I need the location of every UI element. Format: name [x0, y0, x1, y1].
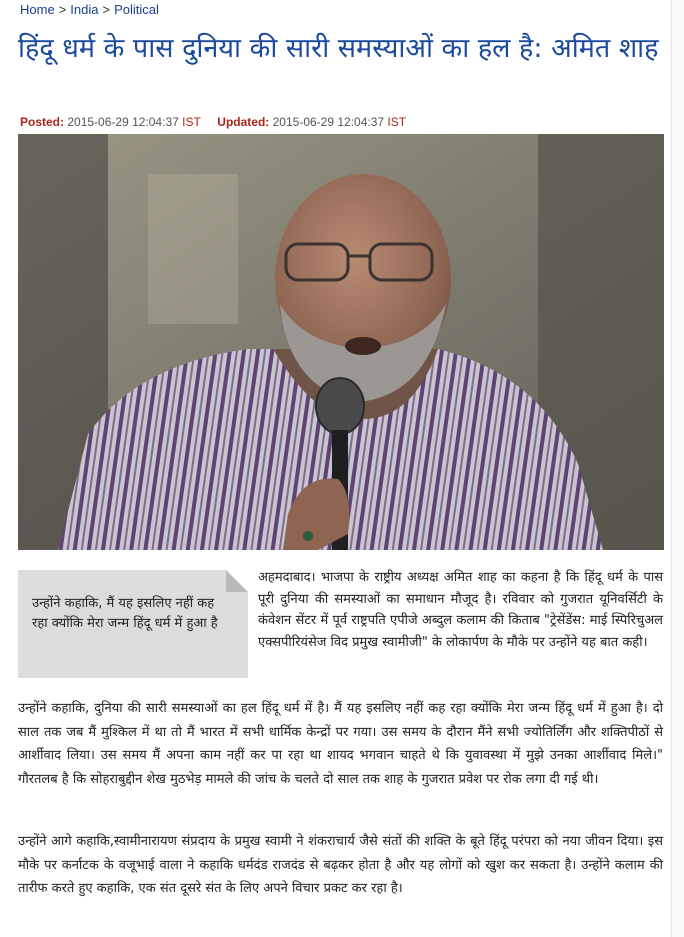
article-title: हिंदू धर्म के पास दुनिया की सारी समस्याओं का हल है: अमित शाह — [18, 33, 659, 64]
article-meta — [20, 115, 406, 129]
breadcrumb-political-link[interactable]: Political — [114, 2, 159, 17]
posted-label: Posted: — [20, 115, 65, 129]
breadcrumb-home-link[interactable]: Home — [20, 2, 55, 17]
updated-timezone: IST — [387, 115, 407, 129]
breadcrumb-india-link[interactable]: India — [70, 2, 99, 17]
posted-time: 2015-06-29 12:04:37 — [67, 115, 179, 129]
breadcrumb-separator: > — [58, 2, 67, 17]
updated-time: 2015-06-29 12:04:37 — [272, 115, 385, 129]
article-paragraph: उन्होंने आगे कहाकि,स्वामीनारायण संप्रदाय के प्रमुख स्वामी ने शंकराचार्य जैसे संतों की शक्ति के बूते हिंदू परंपरा को नया जीवन दिया। इस मौके पर कर्नाटक के वजूभाई वाला ने कहाकि धर्मदंड राजदंड से बढ़कर होता है और यह लोगों को खुश कर सकता है। उन्होंने कलाम की तारीफ करते हुए कहाकि, एक संत दूसरे संत के लिए अपने विचार प्रकट कर रहा है। — [18, 834, 663, 896]
pullquote-box — [18, 570, 248, 678]
page-scrollbar-edge[interactable] — [671, 0, 684, 937]
article-lead-paragraph: अहमदाबाद। भाजपा के राष्ट्रीय अध्यक्ष अमित शाह का कहना है कि हिंदू धर्म के पास पूरी दुनिया की समस्याओं का समाधान मौजूद है। रविवार को गुजरात यूनिवर्सिटी के कंवेशन सेंटर में पूर्व राष्ट्रपति एपीजे अब्दुल कलाम की किताब "ट्रेसेंडेंस: माई स्पिरिचुअल एक्सपीरियंसेज विद प्रमुख स्वामीजी" के लोकार्पण के मौके पर उन्होंने यह बात कही। — [258, 570, 663, 650]
breadcrumb-separator: > — [102, 2, 111, 17]
article-paragraph: उन्होंने कहाकि, दुनिया की सारी समस्याओं का हल हिंदू धर्म में है। मैं यह इसलिए नहीं कह रहा क्योंकि मेरा जन्म हिंदू धर्म में हुआ है। दो साल तक जब मैं मुश्किल में था तो मैं भारत में सभी धार्मिक केन्द्रों पर गया। उस समय के दौरान मैंने सभी ज्योतिर्लिंग और शक्तिपीठों से आर्शीवाद लिया। उस समय मैं अपना काम नहीं कर पा रहा था शायद भगवान चाहते थे कि युवावस्था में मुझे उनका आर्शीवाद मिले।" गौरतलब है कि सोहराबुद्दीन शेख मुठभेड़ मामले की जांच के चलते दो साल तक शाह के गुजरात प्रवेश पर रोक लगा दी गई थी। — [18, 701, 663, 787]
speaker-photo-illustration — [18, 134, 664, 550]
pullquote-text: उन्होंने कहाकि, मैं यह इसलिए नहीं कह रहा क्योंकि मेरा जन्म हिंदू धर्म में हुआ है — [32, 596, 218, 631]
posted-timezone: IST — [182, 115, 201, 129]
breadcrumb — [20, 2, 159, 17]
pullquote-fold-corner — [226, 570, 248, 592]
updated-label: Updated: — [217, 115, 270, 129]
article-photo — [18, 134, 664, 550]
